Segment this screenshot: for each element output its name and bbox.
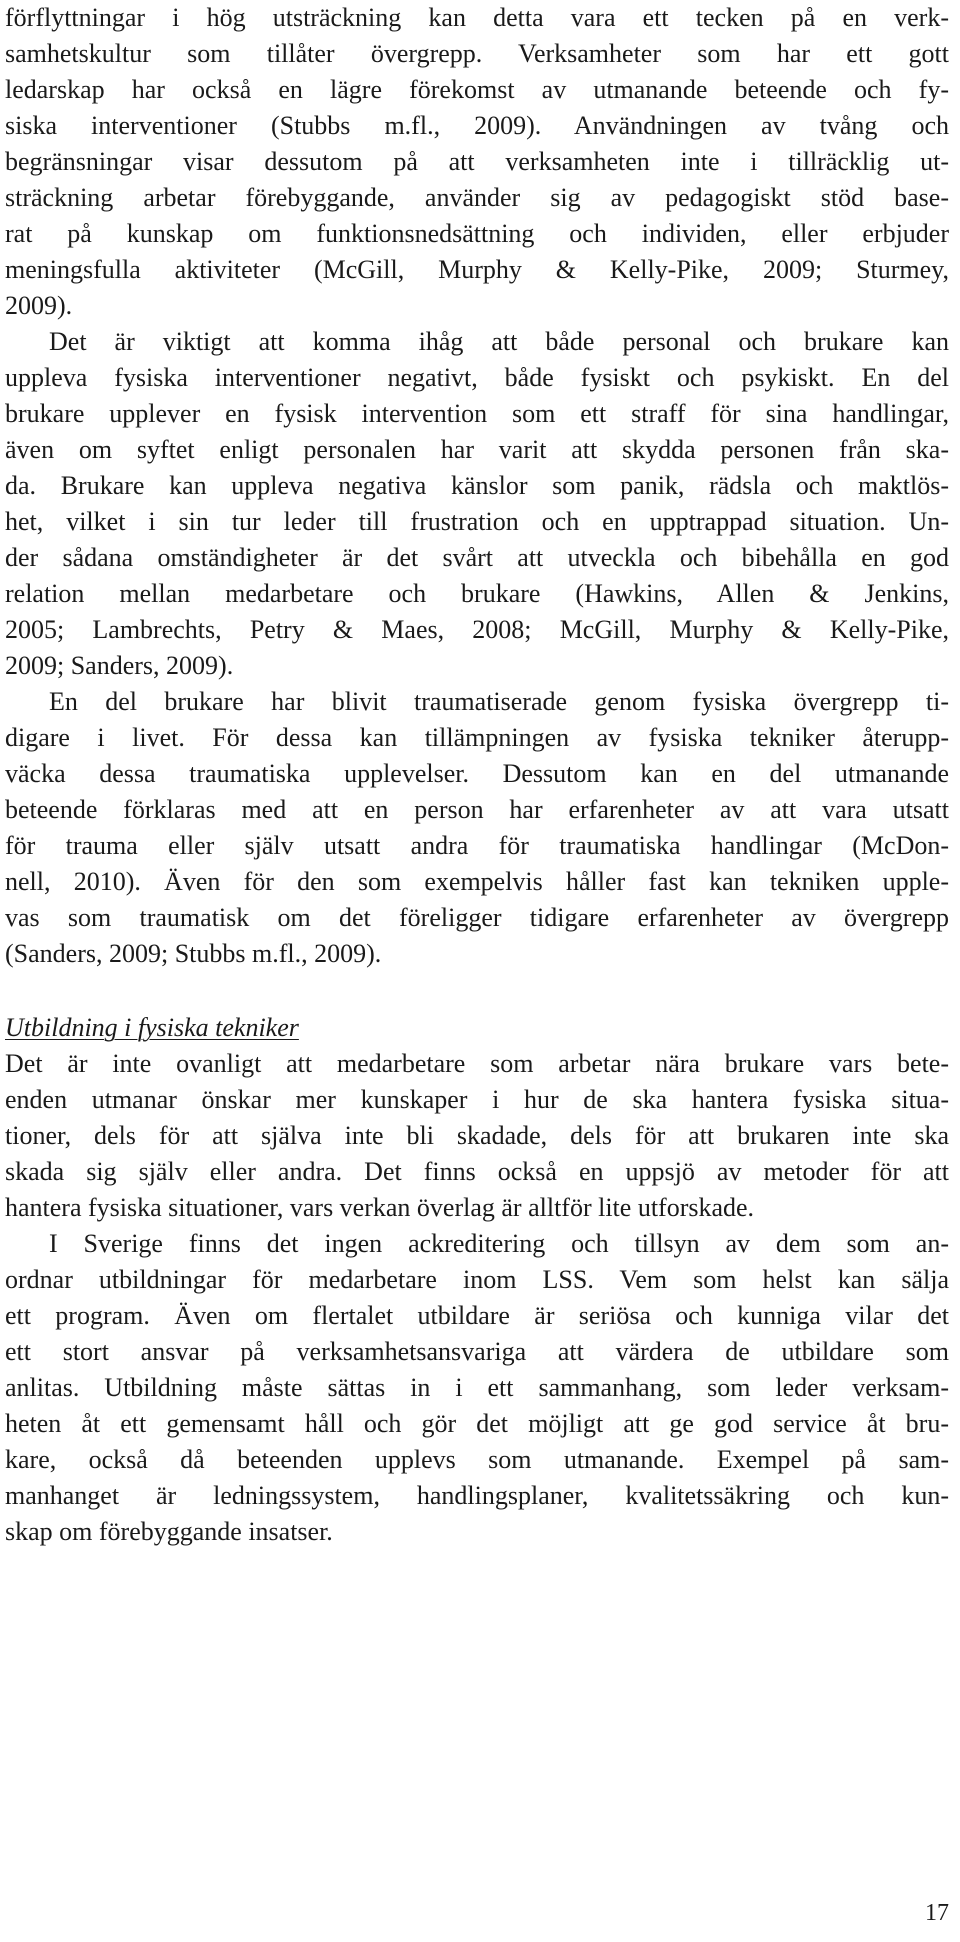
text-line: skada sig själv eller andra. Det finns också en uppsjö av metoder för att [5, 1157, 949, 1186]
text-line: I Sverige finns det ingen ackreditering och tillsyn av dem som an- [49, 1229, 949, 1258]
text-line: digare i livet. För dessa kan tillämpningen av fysiska tekniker återupp- [5, 723, 949, 752]
text-line: förflyttningar i hög utsträckning kan detta vara ett tecken på en verk- [5, 3, 949, 32]
text-line: sträckning arbetar förebyggande, använder sig av pedagogiskt stöd base- [5, 183, 949, 212]
text-line: beteende förklaras med att en person har erfarenheter av att vara utsatt [5, 795, 949, 824]
text-line: skap om förebyggande insatser. [5, 1517, 333, 1546]
text-line: för trauma eller själv utsatt andra för traumatiska handlingar (McDon- [5, 831, 949, 860]
text-line: rat på kunskap om funktionsnedsättning och individen, eller erbjuder [5, 219, 949, 248]
paragraph-2 [5, 324, 949, 684]
text-line: brukare upplever en fysisk intervention som ett straff för sina handlingar, [5, 399, 949, 428]
text-line: väcka dessa traumatiska upplevelser. Dessutom kan en del utmanande [5, 759, 949, 788]
text-line: samhetskultur som tillåter övergrepp. Verksamheter som har ett gott [5, 39, 949, 68]
text-line: het, vilket i sin tur leder till frustration och en upptrappad situation. Un- [5, 507, 949, 536]
section-heading: Utbildning i fysiska tekniker [5, 1013, 299, 1042]
text-line: 2009). [5, 291, 73, 320]
text-line: Det är viktigt att komma ihåg att både personal och brukare kan [49, 327, 949, 356]
text-line: der sådana omständigheter är det svårt att utveckla och bibehålla en god [5, 543, 949, 572]
text-line: 2005; Lambrechts, Petry & Maes, 2008; McGill, Murphy & Kelly-Pike, [5, 615, 949, 644]
text-line: kare, också då beteenden upplevs som utmanande. Exempel på sam- [5, 1445, 949, 1474]
document-page [5, 0, 949, 1550]
paragraph-4 [5, 1046, 949, 1226]
text-line: hantera fysiska situationer, vars verkan överlag är alltför lite utforskade. [5, 1193, 755, 1222]
text-line: ett stort ansvar på verksamhetsansvariga att värdera de utbildare som [5, 1337, 949, 1366]
paragraph-1 [5, 0, 949, 324]
text-line: 2009; Sanders, 2009). [5, 651, 234, 680]
text-line: ett program. Även om flertalet utbildare är seriösa och kunniga vilar det [5, 1301, 949, 1330]
text-line: En del brukare har blivit traumatiserade genom fysiska övergrepp ti- [49, 687, 949, 716]
text-line: da. Brukare kan uppleva negativa känslor som panik, rädsla och maktlös- [5, 471, 949, 500]
paragraph-5 [5, 1226, 949, 1550]
text-line: meningsfulla aktiviteter (McGill, Murphy & Kelly-Pike, 2009; Sturmey, [5, 255, 949, 284]
text-line: relation mellan medarbetare och brukare (Hawkins, Allen & Jenkins, [5, 579, 949, 608]
text-line: nell, 2010). Även för den som exempelvis håller fast kan tekniken upple- [5, 867, 949, 896]
text-line: manhanget är ledningssystem, handlingsplaner, kvalitetssäkring och kun- [5, 1481, 949, 1510]
text-line: Det är inte ovanligt att medarbetare som arbetar nära brukare vars bete- [5, 1049, 949, 1078]
page-number: 17 [925, 1900, 949, 1926]
text-line: även om syftet enligt personalen har varit att skydda personen från ska- [5, 435, 949, 464]
text-line: uppleva fysiska interventioner negativt, både fysiskt och psykiskt. En del [5, 363, 949, 392]
text-line: tioner, dels för att själva inte bli skadade, dels för att brukaren inte ska [5, 1121, 949, 1150]
text-line: begränsningar visar dessutom på att verksamheten inte i tillräcklig ut- [5, 147, 949, 176]
text-line: ledarskap har också en lägre förekomst av utmanande beteende och fy- [5, 75, 949, 104]
text-line: siska interventioner (Stubbs m.fl., 2009). Användningen av tvång och [5, 111, 949, 140]
text-line: (Sanders, 2009; Stubbs m.fl., 2009). [5, 939, 382, 968]
paragraph-3 [5, 684, 949, 972]
text-line: ordnar utbildningar för medarbetare inom LSS. Vem som helst kan sälja [5, 1265, 949, 1294]
text-line: heten åt ett gemensamt håll och gör det möjligt att ge god service åt bru- [5, 1409, 949, 1438]
text-line: vas som traumatisk om det föreligger tidigare erfarenheter av övergrepp [5, 903, 949, 932]
text-line: enden utmanar önskar mer kunskaper i hur de ska hantera fysiska situa- [5, 1085, 949, 1114]
text-line: anlitas. Utbildning måste sättas in i ett sammanhang, som leder verksam- [5, 1373, 949, 1402]
section-spacer [5, 972, 949, 1010]
